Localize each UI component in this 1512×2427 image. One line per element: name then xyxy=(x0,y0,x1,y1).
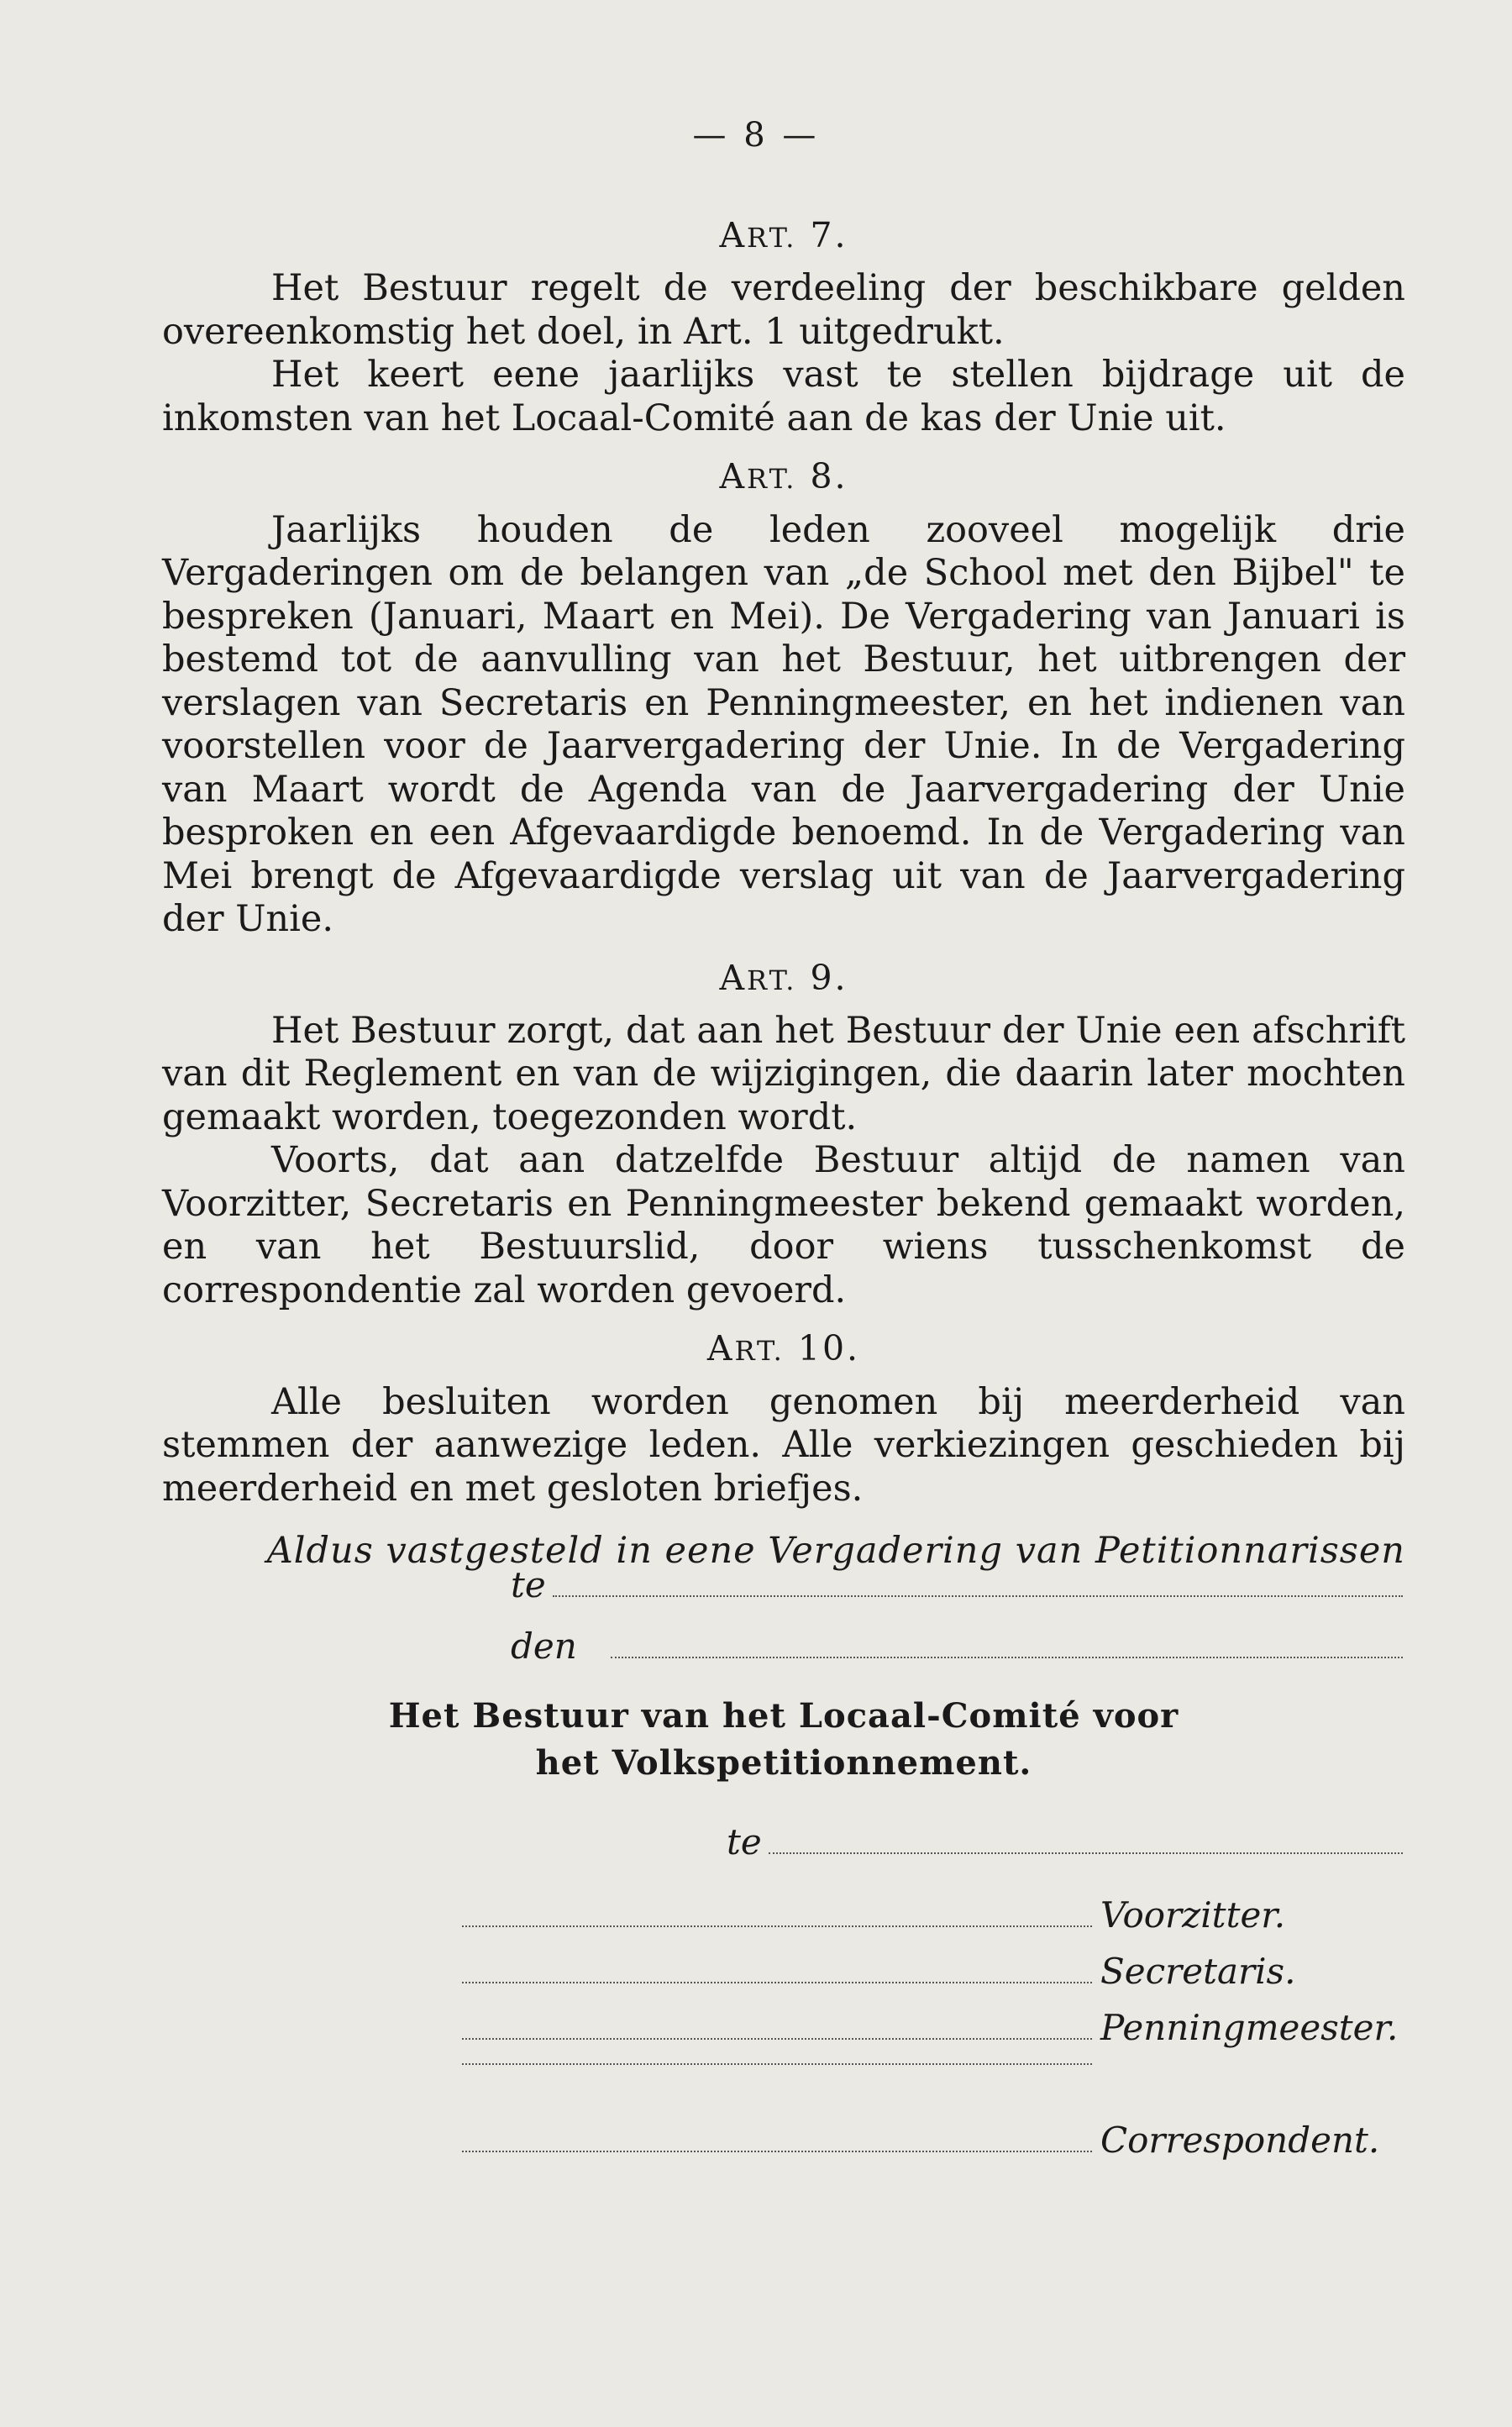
signature-line-blank xyxy=(462,2063,1407,2065)
date-line xyxy=(511,1626,1403,1667)
article-paragraph: Jaarlijks houden de leden zooveel mogelijk drie Vergaderingen om de belangen van „de School met den Bijbel" te bespreken (Januari, Maart en Mei). De Vergadering van Januari is bestemd tot de aanvulling van het Bestuur, het uitbrengen der verslagen van Secretaris en Penningmeester, en het indienen van voorstellen voor de Jaarvergadering der Unie. In de Vergadering van Maart wordt de Agenda van de Jaarvergadering der Unie besproken en een Afgevaardigde benoemd. In de Vergadering van Mei brengt de Afgevaardigde verslag uit van de Jaarvergadering der Unie. xyxy=(162,508,1405,940)
signature-line-penningmeester xyxy=(462,2007,1407,2048)
place-blank xyxy=(553,1595,1403,1597)
article-heading: ART. 9. xyxy=(719,957,848,998)
articles-body xyxy=(162,214,1405,1573)
signature-line-secretaris xyxy=(462,1951,1407,1992)
article-paragraph: Het Bestuur zorgt, dat aan het Bestuur der Unie een afschrift van dit Reglement en van de wijzigingen, die daarin later mochten gemaakt worden, toegezonden wordt. xyxy=(162,1009,1405,1138)
article-paragraph: Voorts, dat aan datzelfde Bestuur altijd de namen van Voorzitter, Secretaris en Penningmeester bekend gemaakt worden, en van het Bestuurslid, door wiens tusschenkomst de correspondentie zal worden gevoerd. xyxy=(162,1139,1405,1311)
office-label: Correspondent. xyxy=(1100,2120,1380,2161)
article-paragraph: Het keert eene jaarlijks vast te stellen bijdrage uit de inkomsten van het Locaal-Comité aan de kas der Unie uit. xyxy=(162,354,1405,439)
date-label: den xyxy=(511,1626,577,1667)
board-place-label: te xyxy=(727,1821,762,1862)
signature-line-voorzitter xyxy=(462,1894,1407,1936)
article-heading: ART. 7. xyxy=(719,215,848,255)
article-paragraph: Het Bestuur regelt de verdeeling der beschikbare gelden overeenkomstig het doel, in Art. 1 uitgedrukt. xyxy=(162,267,1405,353)
article-heading: ART. 8. xyxy=(719,456,848,497)
place-line xyxy=(511,1564,1403,1605)
date-blank xyxy=(611,1657,1403,1658)
closing-statement: Aldus vastgesteld in eene Vergadering van Petitionnarissen xyxy=(266,1530,1405,1572)
office-label: Penningmeester. xyxy=(1100,2007,1399,2048)
article-paragraph: Alle besluiten worden genomen bij meerderheid van stemmen der aanwezige leden. Alle verkiezingen geschieden bij meerderheid en met gesloten briefjes. xyxy=(162,1380,1405,1510)
board-place-blank xyxy=(769,1852,1403,1854)
office-label: Voorzitter. xyxy=(1100,1894,1286,1936)
place-label: te xyxy=(511,1564,546,1605)
page-number: — 8 — xyxy=(692,116,820,155)
board-place-line xyxy=(727,1821,1403,1862)
board-title: Het Bestuur van het Locaal-Comité voor het Volkspetitionnement. xyxy=(388,1696,1179,1783)
office-label: Secretaris. xyxy=(1100,1951,1296,1992)
signature-line-correspondent xyxy=(462,2120,1407,2161)
article-heading: ART. 10. xyxy=(706,1328,861,1369)
